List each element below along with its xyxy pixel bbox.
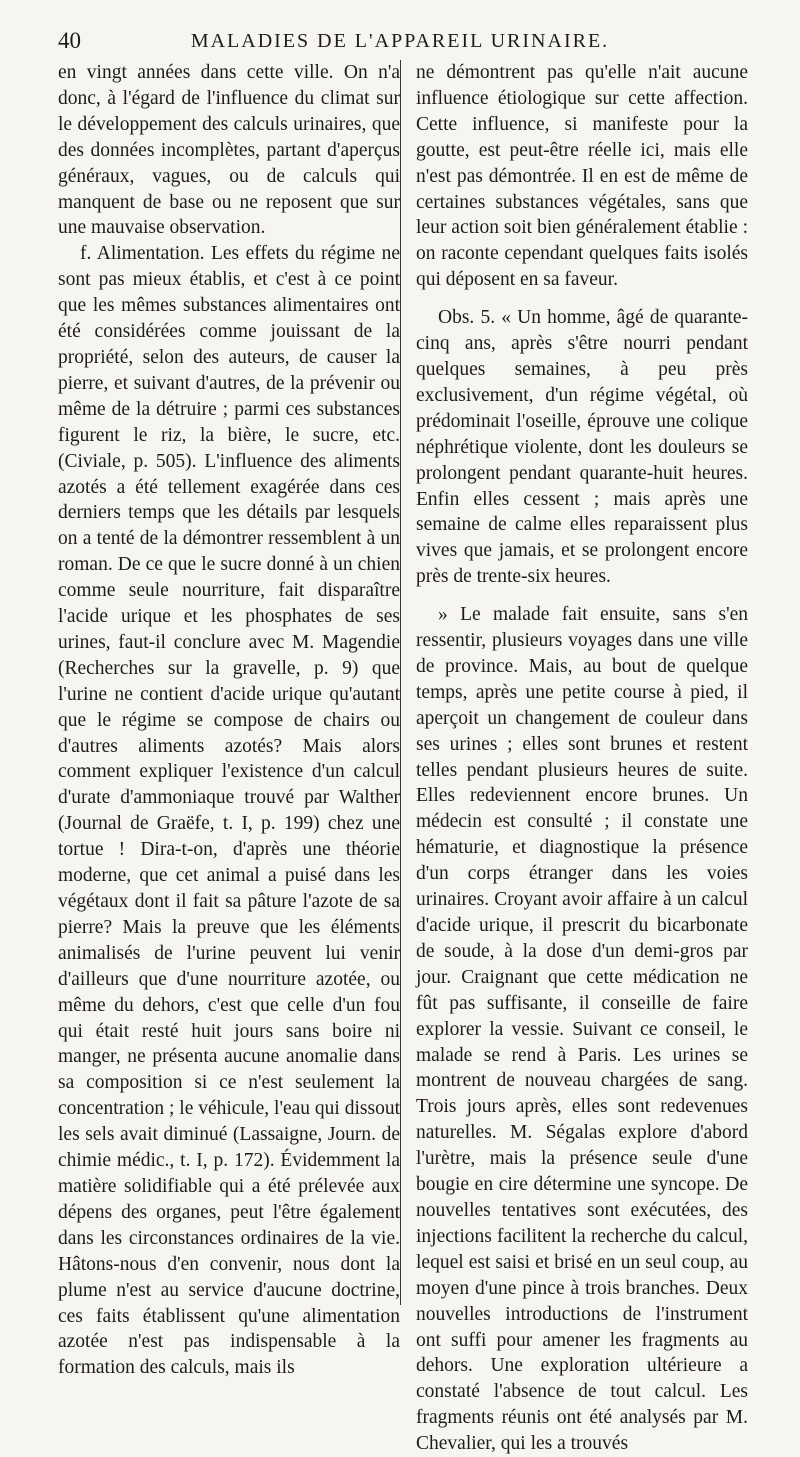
column-divider (400, 60, 401, 1305)
paragraph: ne démontrent pas qu'elle n'ait aucune influence étiologique sur cette affection. Cette influence, si manifeste pour la goutte, est peut-être réelle ici, mais elle n'est pas démontrée. Il en est de même de certaines substances végétales, sans que leur action soit bien généralement établie : on raconte cependant quelques faits isolés qui déposent en sa faveur. (416, 62, 748, 291)
paragraph-observation: Obs. 5. « Un homme, âgé de quarante-cinq ans, après s'être nourri pendant quelques semaines, à peu près exclusivement, d'un régime végétal, où prédominait l'oseille, éprouve une colique néphrétique violente, dont les douleurs se prolongent pendant quarante-huit heures. Enfin elles cessent ; mais après une semaine de calme elles reparaissent plus vives que jamais, et se prolongent encore près de trente-six heures. (416, 307, 748, 588)
running-title: MALADIES DE L'APPAREIL URINAIRE. (190, 30, 610, 52)
right-column (416, 60, 748, 1457)
left-column (58, 60, 400, 1381)
page-number: 40 (58, 28, 81, 53)
paragraph-continuation: » Le malade fait ensuite, sans s'en ressentir, plusieurs voyages dans une ville de province. Mais, au bout de quelque temps, après une petite course à pied, il aperçoit un changement de couleur dans ses urines ; elles sont brunes et restent telles pendant plusieurs heures de suite. Elles redeviennent encore brunes. Un médecin est consulté ; il constate une hématurie, et diagnostique la présence d'un corps étranger dans les voies urinaires. Croyant avoir affaire à un calcul d'acide urique, il prescrit du bicarbonate de soude, à la dose d'un demi-gros par jour. Craignant que cette médication ne fût pas suffisante, il conseille de faire explorer la vessie. Suivant ce conseil, le malade se rend à Paris. Les urines se montrent de nouveau chargées de sang. Trois jours après, elles sont redevenues naturelles. M. Ségalas explore d'abord l'urètre, mais la présence seule d'une bougie en cire détermine une syncope. De nouvelles tentatives sont exécutées, des injections facilitent la recherche du calcul, lequel est saisi et brisé en un seul coup, au moyen d'une pince à trois branches. Deux nouvelles introductions de l'instrument ont suffi pour amener les fragments au dehors. Une exploration ultérieure a constaté l'absence de tout calcul. Les fragments réunis ont été analysés par M. Chevalier, qui les a trouvés (416, 604, 748, 1455)
paragraph-alimentation: f. Alimentation. Les effets du régime ne sont pas mieux établis, et c'est à ce point que les mêmes substances alimentaires ont été considérées comme jouissant de la propriété, selon des auteurs, de causer la pierre, et suivant d'autres, de la prévenir ou même de la détruire ; parmi ces substances figurent le riz, la bière, le sucre, etc. (Civiale, p. 505). L'influence des aliments azotés a été tellement exagérée dans ces derniers temps que les détails par lesquels on a tenté de la démontrer ressemblent à un roman. De ce que le sucre donné à un chien comme seule nourriture, fait disparaître l'acide urique et les phosphates de ses urines, faut-il conclure avec M. Magendie (Recherches sur la gravelle, p. 9) que l'urine ne contient d'acide urique qu'autant que le régime se compose de chairs ou d'autres aliments azotés? Mais alors comment expliquer l'existence d'un calcul d'urate d'ammoniaque trouvé par Walther (Journal de Graëfe, t. I, p. 199) chez une tortue ! Dira-t-on, d'après une théorie moderne, que cet animal a puisé dans les végétaux dont il fait sa pâture l'azote de sa pierre? Mais la preuve que les éléments animalisés de l'urine peuvent lui venir d'ailleurs que d'une nourriture azotée, ou même du dehors, c'est que celle d'un fou qui était resté huit jours sans boire ni manger, ne présenta aucune anomalie dans sa composition si ce n'est seulement la concentration ; le véhicule, l'eau qui dissout les sels avait diminué (Lassaigne, Journ. de chimie médic., t. I, p. 172). Évidemment la matière solidifiable qui a été prélevée aux dépens des organes, peut l'être également dans les circonstances ordinaires de la vie. Hâtons-nous d'en convenir, nous dont la plume n'est au service d'aucune doctrine, ces faits établissent qu'une alimentation azotée n'est pas indispensable à la formation des calculs, mais ils (58, 243, 400, 1379)
paragraph: en vingt années dans cette ville. On n'a donc, à l'égard de l'influence du climat sur le développement des calculs urinaires, que des données incomplètes, partant d'aperçus généraux, vagues, ou de calculs qui manquent de base ou ne reposent que sur une mauvaise observation. (58, 62, 400, 239)
page-header (58, 28, 742, 54)
